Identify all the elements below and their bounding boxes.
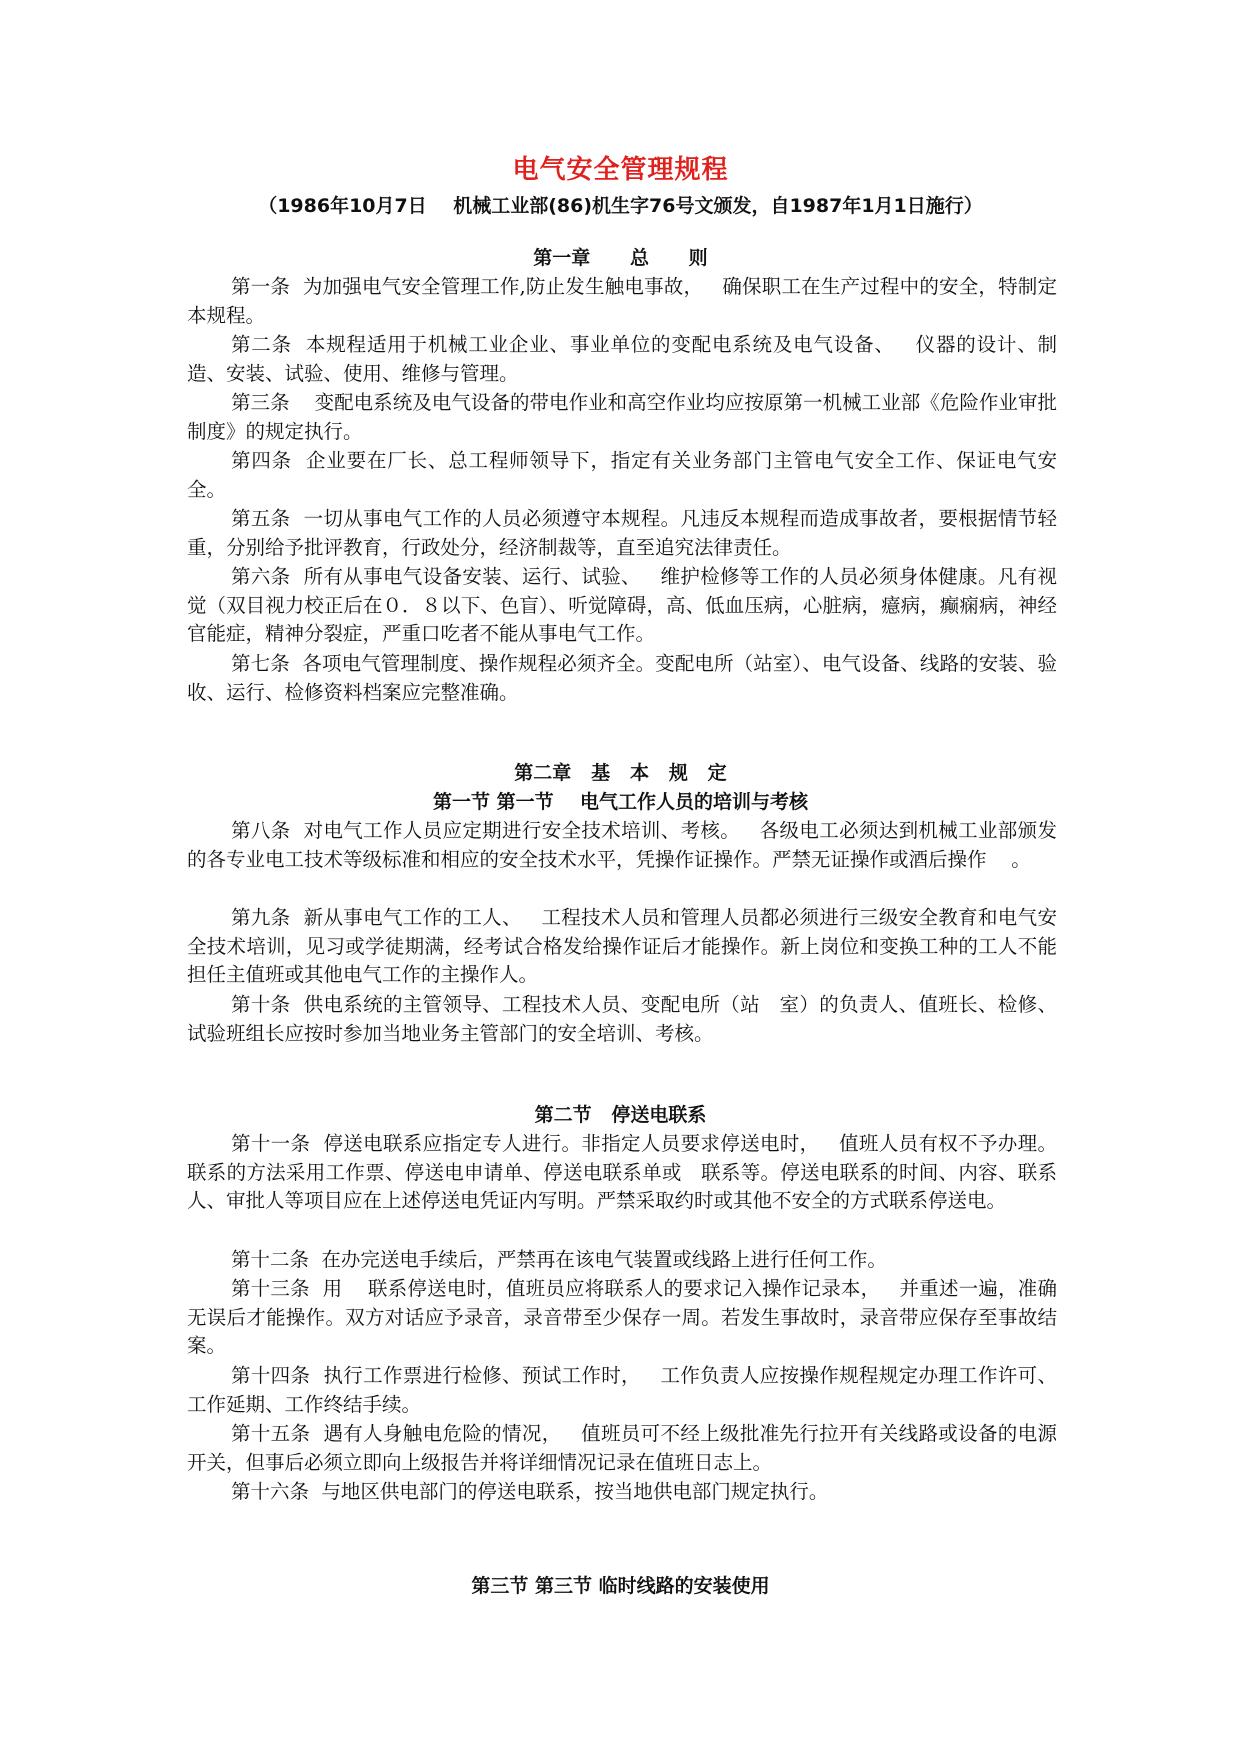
chapter-2-heading: 第二章 基 本 规 定 [514,762,727,784]
article-3: 第三条 变配电系统及电气设备的带电作业和高空作业均应按原第一机械工业部《危险作业审批制度》的规定执行。 [187,391,1057,443]
article-10: 第十条 供电系统的主管领导、工程技术人员、变配电所（站 室）的负责人、值班长、检修、试验班组长应按时参加当地业务主管部门的安全培训、考核。 [187,993,1057,1045]
article-11: 第十一条 停送电联系应指定专人进行。非指定人员要求停送电时， 值班人员有权不予办理。联系的方法采用工作票、停送电申请单、停送电联系单或 联系等。停送电联系的时间、内容、联系人、审批人等项目应在上述停送电凭证内写明。严禁采取约时或其他不安全的方式联系停送电。 [187,1132,1057,1213]
article-6: 第六条 所有从事电气设备安装、运行、试验、 维护检修等工作的人员必须身体健康。凡有视觉（双目视力校正后在０．８以下、色盲）、听觉障碍，高、低血压病，心脏病，癔病，癫痫病，神经官能症，精神分裂症，严重口吃者不能从事电气工作。 [187,565,1057,646]
document-title: 电气安全管理规程 [512,155,729,185]
document-subtitle: （1986年10月7日 机械工业部(86)机生字76号文颁发，自1987年1月1日施行） [258,195,983,217]
article-5: 第五条 一切从事电气工作的人员必须遵守本规程。凡违反本规程而造成事故者，要根据情节轻重，分别给予批评教育，行政处分，经济制裁等，直至追究法律责任。 [187,507,1057,559]
section-2-heading: 第二节 停送电联系 [534,1104,707,1126]
article-13: 第十三条 用 联系停送电时，值班员应将联系人的要求记入操作记录本， 并重述一遍，准确无误后才能操作。双方对话应予录音，录音带至少保存一周。若发生事故时，录音带应保存至事故结案。 [187,1277,1057,1358]
chapter-1-heading: 第一章 总 则 [533,247,708,269]
article-9: 第九条 新从事电气工作的工人、 工程技术人员和管理人员都必须进行三级安全教育和电气安全技术培训，见习或学徒期满，经考试合格发给操作证后才能操作。新上岗位和变换工种的工人不能担任主值班或其他电气工作的主操作人。 [187,906,1057,987]
section-1-heading: 第一节 第一节 电气工作人员的培训与考核 [432,791,809,813]
article-2: 第二条 本规程适用于机械工业企业、事业单位的变配电系统及电气设备、 仪器的设计、制造、安装、试验、使用、维修与管理。 [187,333,1057,385]
article-16: 第十六条 与地区供电部门的停送电联系，按当地供电部门规定执行。 [231,1480,829,1503]
article-1: 第一条 为加强电气安全管理工作,防止发生触电事故， 确保职工在生产过程中的安全，特制定本规程。 [187,275,1057,327]
article-12: 第十二条 在办完送电手续后，严禁再在该电气装置或线路上进行任何工作。 [231,1248,887,1271]
article-15: 第十五条 遇有人身触电危险的情况， 值班员可不经上级批准先行拉开有关线路或设备的电源开关，但事后必须立即向上级报告并将详细情况记录在值班日志上。 [187,1422,1057,1474]
section-3-heading: 第三节 第三节 临时线路的安装使用 [471,1575,770,1597]
article-8: 第八条 对电气工作人员应定期进行安全技术培训、考核。 各级电工必须达到机械工业部颁发的各专业电工技术等级标准和相应的安全技术水平，凭操作证操作。严禁无证操作或酒后操作 。 [187,819,1057,871]
article-14: 第十四条 执行工作票进行检修、预试工作时， 工作负责人应按操作规程规定办理工作许可、工作延期、工作终结手续。 [187,1364,1057,1416]
article-4: 第四条 企业要在厂长、总工程师领导下，指定有关业务部门主管电气安全工作、保证电气安全。 [187,449,1057,501]
article-7: 第七条 各项电气管理制度、操作规程必须齐全。变配电所（站室）、电气设备、线路的安装、验收、运行、检修资料档案应完整准确。 [187,652,1057,704]
